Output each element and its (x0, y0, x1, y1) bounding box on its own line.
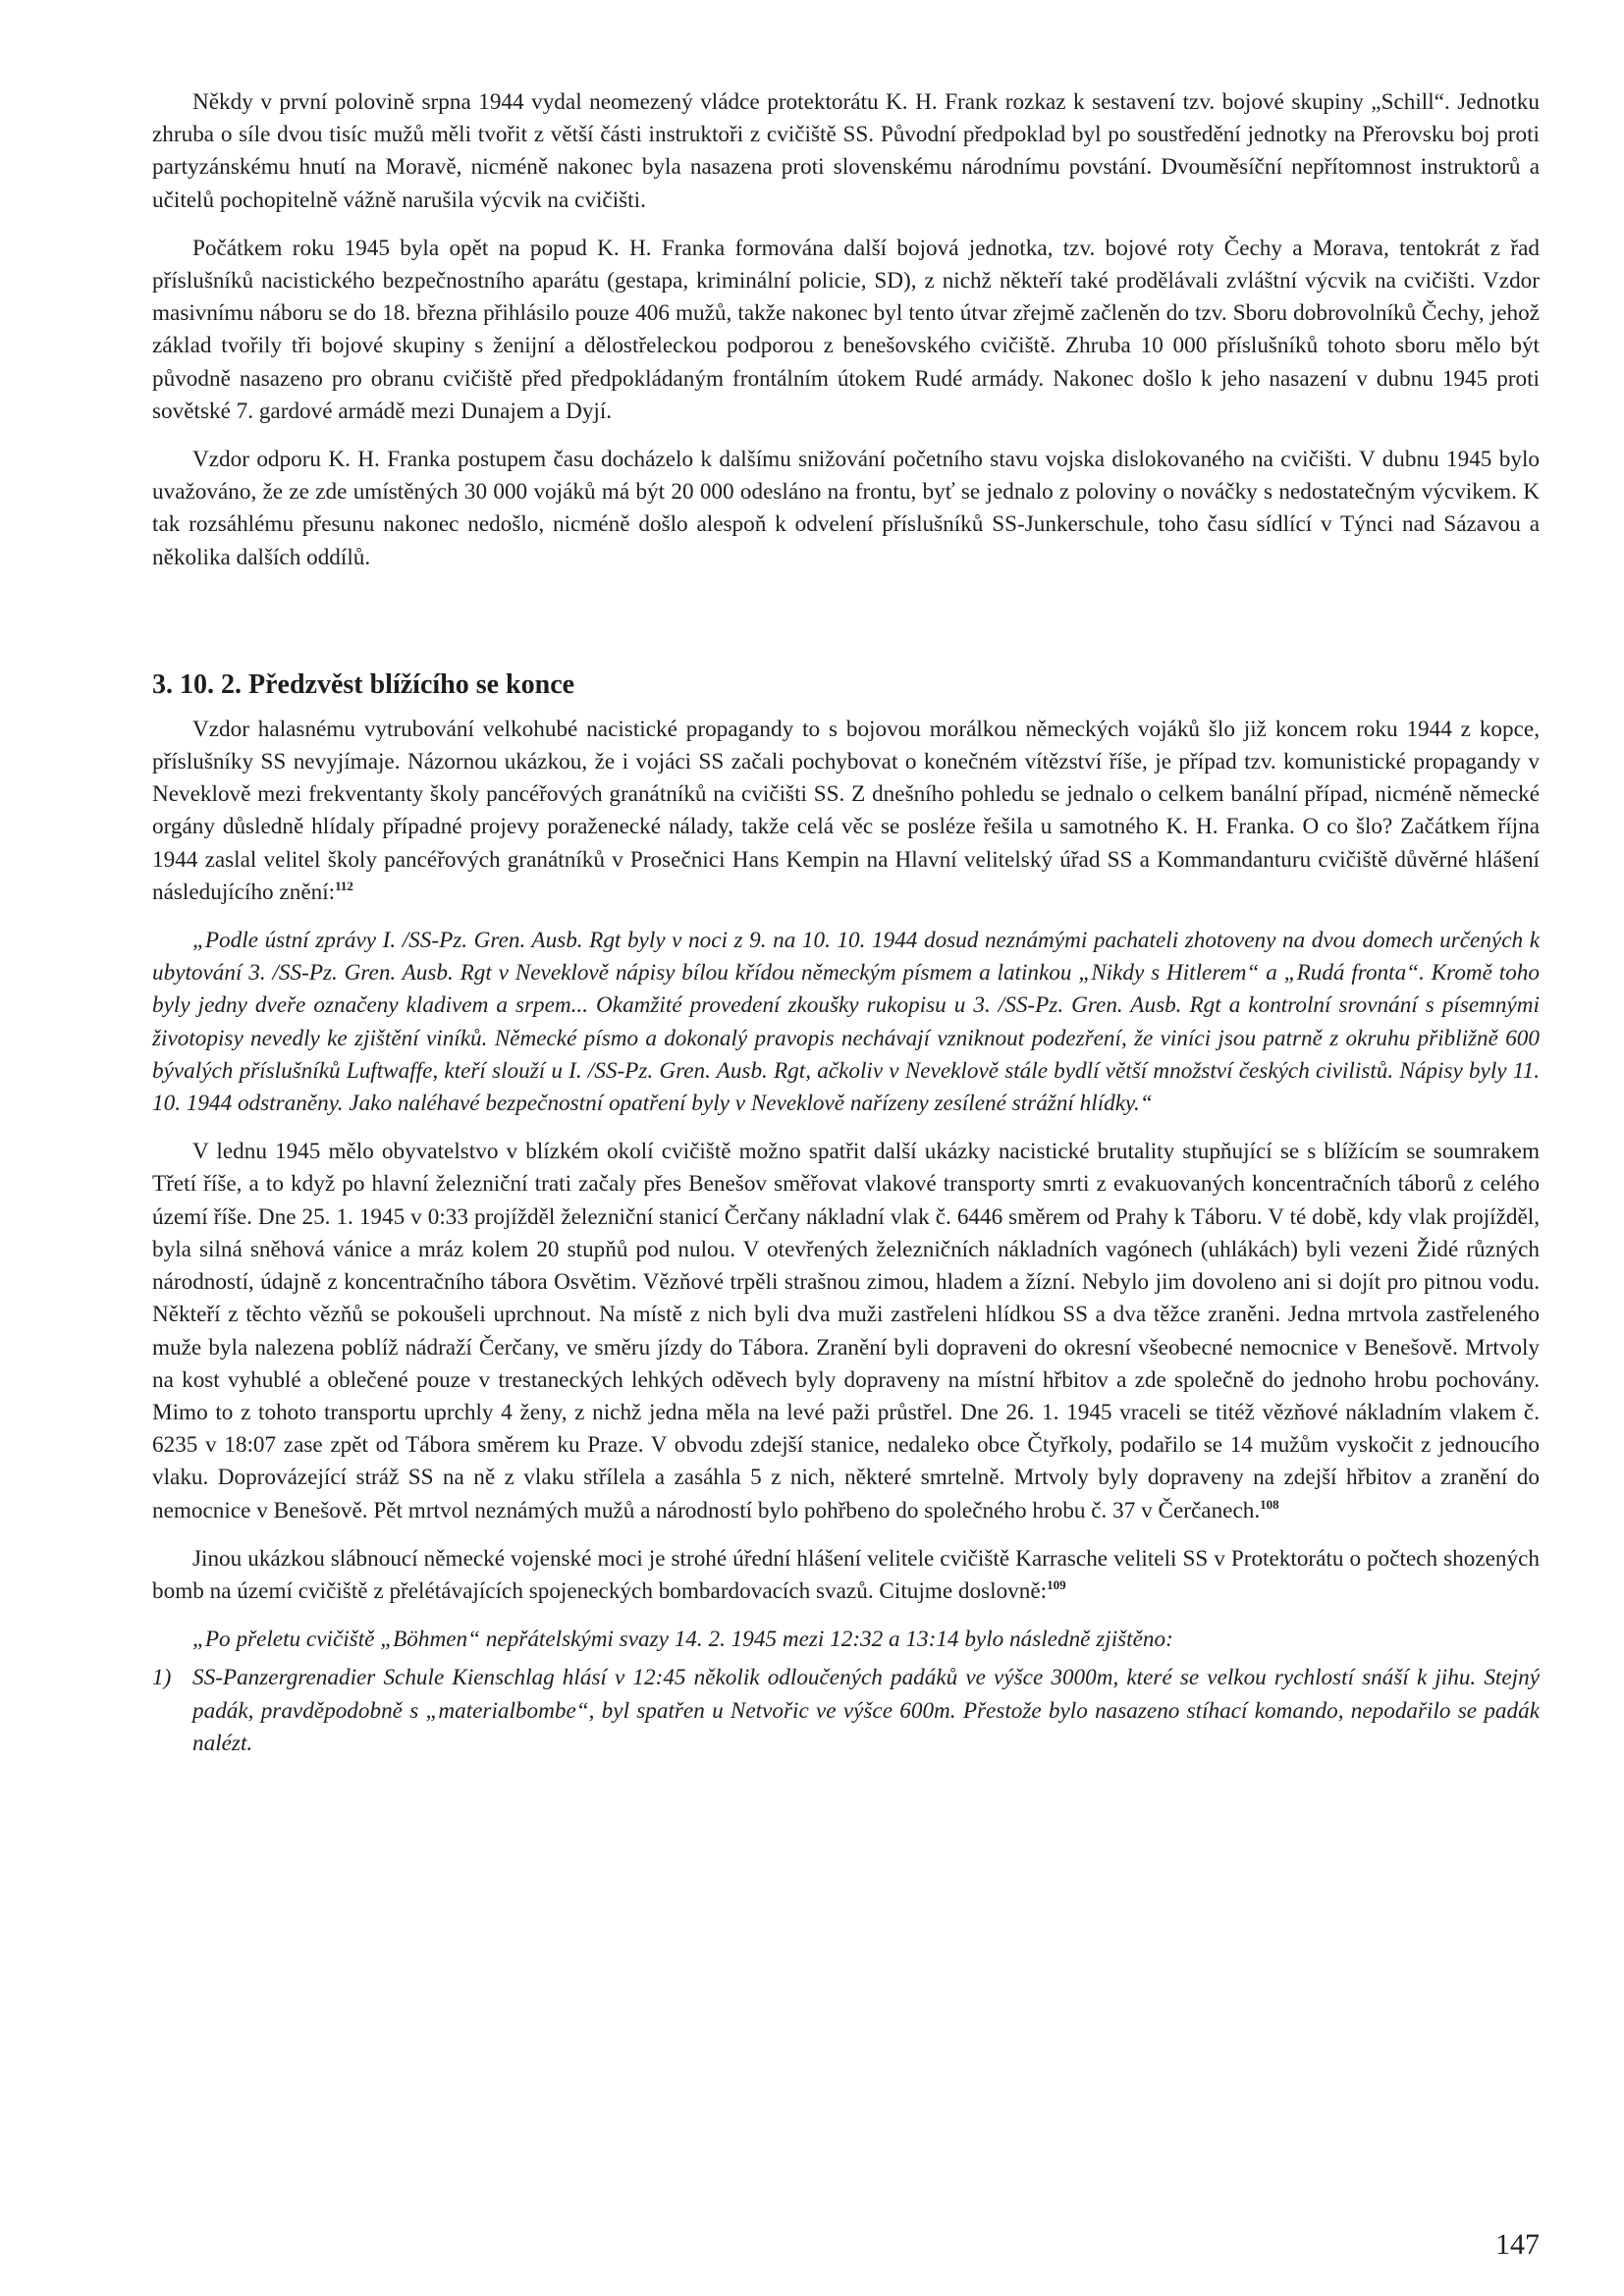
list-item (152, 1662, 1540, 1760)
page-content (152, 86, 1540, 1760)
list-number: 1) (152, 1665, 172, 1691)
footnote-ref: 108 (1260, 1496, 1279, 1512)
paragraph: Vzdor odporu K. H. Franka postupem času docházelo k dalšímu snižování početního stavu vojska dislokovaného na cvičišti. V dubnu 1945 bylo uvažováno, že ze zde umístěných 30 000 vojáků má být 20 000 odesláno na frontu, byť se jednalo z poloviny o nováčky s nedostatečným výcvikem. K tak rozsáhlému přesunu nakonec nedošlo, nicméně došlo alespoň k odvelení příslušníků SS-Junkerschule, toho času sídlící v Týnci nad Sázavou a několika dalších oddílů. (152, 447, 1540, 570)
section-heading: 3. 10. 2. Předzvěst blížícího se konce (152, 668, 575, 700)
paragraph-text: Jinou ukázkou slábnoucí německé vojenské moci je strohé úřední hlášení velitele cvičiště Karrasche veliteli SS v Protektorátu o počtech shozených bomb na území cvičiště z přelétávajících spojeneckých bombardovacích svazů. Citujme doslovně: (152, 1545, 1540, 1604)
paragraph-text: V lednu 1945 mělo obyvatelstvo v blízkém okolí cvičiště možno spatřit další ukázky nacistické brutality stupňující se s blížícím se soumrakem Třetí říše, a to když po hlavní železniční trati začaly přes Benešov směřovat vlakové transporty smrti z evakuovaných koncentračních táborů z celého území říše. Dne 25. 1. 1945 v 0:33 projížděl železniční stanicí Čerčany nákladní vlak č. 6446 směrem od Prahy k Táboru. V té době, kdy vlak projížděl, byla silná sněhová vánice a mráz kolem 20 stupňů pod nulou. V otevřených železničních nákladních vagónech (uhlákách) byli vezeni Židé různých národností, údajně z koncentračního tábora Osvětim. Vězňové trpěli strašnou zimou, hladem a žízní. Nebylo jim dovoleno ani si dojít pro pitnou vodu. Někteří z těchto vězňů se pokoušeli uprchnout. Na místě z nich byli dva muži zastřeleni hlídkou SS a dva těžce zraněni. Jedna mrtvola zastřeleného muže byla nalezena poblíž nádraží Čerčany, ve směru jízdy do Tábora. Zranění byli dopraveni do okresní všeobecné nemocnice v Benešově. Mrtvoly na kost vyhublé a oblečené pouze v trestaneckých lehkých oděvech byly dopraveny na místní hřbitov a zde společně do jednoho hrobu pochovány. Mimo to z tohoto transportu uprchly 4 ženy, z nichž jedna měla na levé paži průstřel. Dne 26. 1. 1945 vraceli se titéž vězňové nákladním vlakem č. 6235 v 18:07 zase zpět od Tábora směrem ku Praze. V obvodu zdejší stanice, nedaleko obce Čtyřkoly, podařilo se 14 mužům vyskočit z jednoucího vlaku. Doprovázející stráž SS na ně z vlaku střílela a zasáhla 5 z nich, některé smrtelně. Mrtvoly byly dopraveny na zdejší hřbitov a zranění do nemocnice v Benešově. Pět mrtvol neznámých mužů a národností bylo pohřbeno do společného hrobu č. 37 v Čerčanech. (152, 1139, 1540, 1523)
paragraph (152, 714, 1540, 909)
paragraph-text: Vzdor halasnému vytrubování velkohubé nacistické propagandy to s bojovou morálkou německých vojáků šlo již koncem roku 1944 z kopce, příslušníky SS nevyjímaje. Názornou ukázkou, že i vojáci SS začali pochybovat o konečném vítězství říše, je případ tzv. komunistické propagandy v Neveklově mezi frekventanty školy pancéřových granátníků na cvičišti SS. Z dnešního pohledu se jednalo o celkem banální případ, nicméně německé orgány důsledně hlídaly případné projevy poraženecké nálady, takže celá věc se posléze řešila u samotného K. H. Franka. O co šlo? Začátkem října 1944 zaslal velitel školy pancéřových granátníků v Prosečnici Hans Kempin na Hlavní velitelský úřad SS a Kommandanturu cvičiště důvěrné hlášení následujícího znění: (152, 716, 1540, 905)
quote-block: „Po přeletu cvičiště „Böhmen“ nepřátelskými svazy 14. 2. 1945 mezi 12:32 a 13:14 bylo následně zjištěno: (192, 1627, 1173, 1653)
page-number: 147 (1495, 2228, 1540, 2261)
list-text: SS-Panzergrenadier Schule Kienschlag hlásí v 12:45 několik odloučených padáků ve výšce 3000m, které se velkou rychlostí snáší k jihu. Stejný padák, pravděpodobně s „materialbombe“, byl spatřen u Netvořic ve výšce 600m. Přestože bylo nasazeno stíhací komando, nepodařilo se padák nalézt. (192, 1665, 1540, 1756)
paragraph: Počátkem roku 1945 byla opět na popud K. H. Franka formována další bojová jednotka, tzv. bojové roty Čechy a Morava, tentokrát z řad příslušníků nacistického bezpečnostního aparátu (gestapa, kriminální policie, SD), z nichž někteří také prodělávali zvláštní výcvik na cvičišti. Vzdor masivnímu náboru se do 18. března přihlásilo pouze 406 mužů, takže nakonec byl tento útvar zřejmě začleněn do tzv. Sboru dobrovolníků Čechy, jehož základ tvořily tři bojové skupiny s ženijní a dělostřeleckou podporou z benešovského cvičiště. Zhruba 10 000 příslušníků tohoto sboru mělo být původně nasazeno pro obranu cvičiště před předpokládaným frontálním útokem Rudé armády. Nakonec došlo k jeho nasazení v dubnu 1945 proti sovětské 7. gardové armádě mezi Dunajem a Dyjí. (152, 235, 1540, 424)
footnote-ref: 109 (1047, 1576, 1066, 1592)
paragraph (152, 1543, 1540, 1608)
quote-block: „Podle ústní zprávy I. /SS-Pz. Gren. Ausb. Rgt byly v noci z 9. na 10. 10. 1944 dosud neznámými pachateli zhotoveny na dvou domech určených k ubytování 3. /SS-Pz. Gren. Ausb. Rgt v Neveklově nápisy bílou křídou německým písmem a latinkou „Nikdy s Hitlerem“ a „Rudá fronta“. Kromě toho byly jedny dveře označeny kladivem a srpem... Okamžité provedení zkoušky rukopisu u 3. /SS-Pz. Gren. Ausb. Rgt a kontrolní srovnání s písemnými životopisy nevedly ke zjištění viníků. Německé písmo a dokonalý pravopis nechávají vzniknout podezření, že viníci jsou patrně z okruhu přibližně 600 bývalých příslušníků Luftwaffe, kteří slouží u I. /SS-Pz. Gren. Ausb. Rgt, ačkoliv v Neveklově stále bydlí větší množství českých civilistů. Nápisy byly 11. 10. 1944 odstraněny. Jako naléhavé bezpečnostní opatření byly v Neveklově nařízeny zesílené strážní hlídky.“ (152, 928, 1540, 1117)
paragraph (152, 1136, 1540, 1526)
paragraph: Někdy v první polovině srpna 1944 vydal neomezený vládce protektorátu K. H. Frank rozkaz k sestavení tzv. bojové skupiny „Schill“. Jednotku zhruba o síle dvou tisíc mužů měli tvořit z větší části instruktoři z cvičiště SS. Původní předpoklad byl po soustředění jednotky na Přerovsku boj proti partyzánskému hnutí na Moravě, nicméně nakonec byla nasazena proti slovenskému národnímu povstání. Dvouměsíční nepřítomnost instruktorů a učitelů pochopitelně vážně narušila výcvik na cvičišti. (152, 89, 1540, 213)
footnote-ref: 112 (335, 878, 353, 893)
